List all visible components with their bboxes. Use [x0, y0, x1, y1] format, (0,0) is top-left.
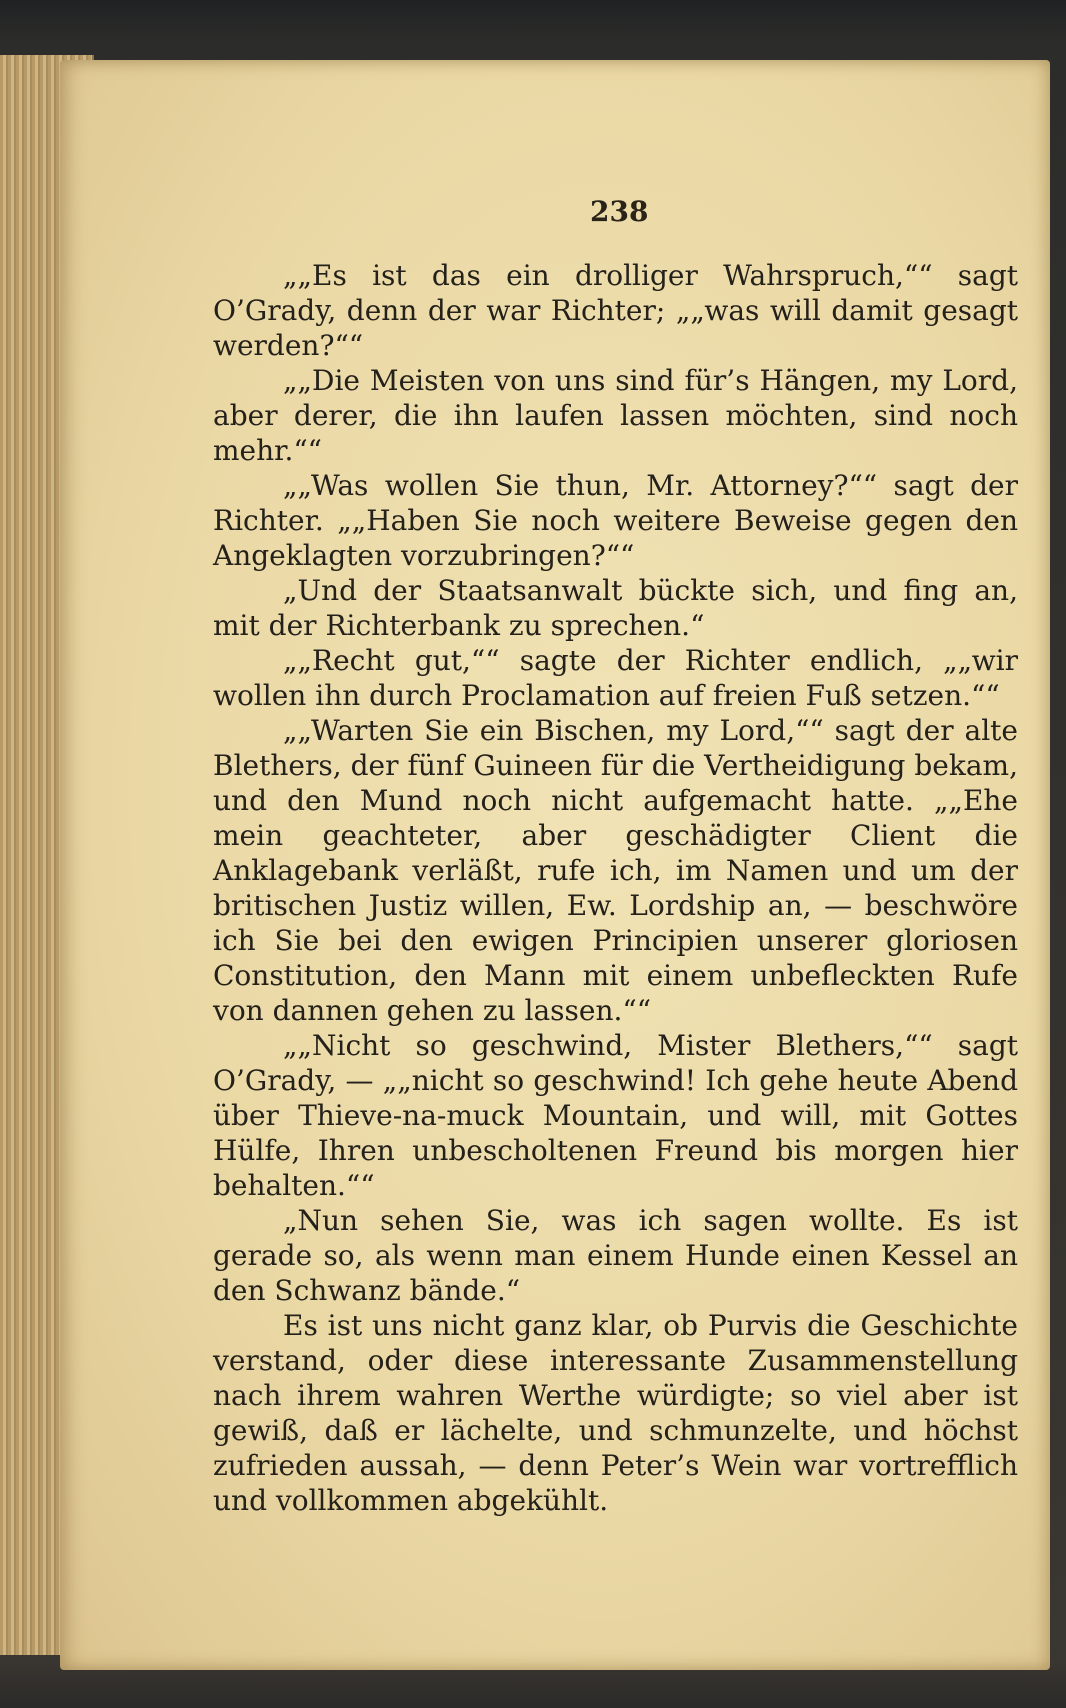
- body-text: [213, 258, 1018, 1518]
- page-number: 238: [590, 195, 649, 228]
- paragraph: „Nun sehen Sie, was ich sagen wollte. Es ist gerade so, als wenn man einem Hunde einen Kessel an den Schwanz bände.“: [213, 1204, 1018, 1307]
- paragraph: „„Es ist das ein drolliger Wahrspruch,““ sagt O’Grady, denn der war Richter; „„was will damit gesagt werden?““: [213, 259, 1018, 362]
- paragraph: Es ist uns nicht ganz klar, ob Purvis die Geschichte verstand, oder diese interessante Zusammenstellung nach ihrem wahren Werthe würdigte; so viel aber ist gewiß, daß er lächelte, und schmunzelte, und höchst zufrieden aussah, — denn Peter’s Wein war vortrefflich und vollkommen abgekühlt.: [213, 1309, 1018, 1517]
- paragraph: „Und der Staatsanwalt bückte sich, und fing an, mit der Richterbank zu sprechen.“: [213, 574, 1018, 642]
- paragraph: „„Die Meisten von uns sind für’s Hängen, my Lord, aber derer, die ihn laufen lassen möchten, sind noch mehr.““: [213, 364, 1018, 467]
- paragraph: „„Recht gut,““ sagte der Richter endlich, „„wir wollen ihn durch Proclamation auf freien Fuß setzen.““: [213, 644, 1018, 712]
- paragraph: „„Was wollen Sie thun, Mr. Attorney?““ sagt der Richter. „„Haben Sie noch weitere Beweise gegen den Angeklagten vorzubringen?““: [213, 469, 1018, 572]
- paragraph: „„Warten Sie ein Bischen, my Lord,““ sagt der alte Blethers, der fünf Guineen für die Vertheidigung bekam, und den Mund noch nicht aufgemacht hatte. „„Ehe mein geachteter, aber geschädigter Client die Anklagebank verläßt, rufe ich, im Namen und um der britischen Justiz willen, Ew. Lordship an, — beschwöre ich Sie bei den ewigen Principien unserer gloriosen Constitution, den Mann mit einem unbefleckten Rufe von dannen gehen zu lassen.““: [213, 714, 1018, 1027]
- paragraph: „„Nicht so geschwind, Mister Blethers,““ sagt O’Grady, — „„nicht so geschwind! Ich gehe heute Abend über Thieve-na-muck Mountain, und will, mit Gottes Hülfe, Ihren unbescholtenen Freund bis morgen hier behalten.““: [213, 1029, 1018, 1202]
